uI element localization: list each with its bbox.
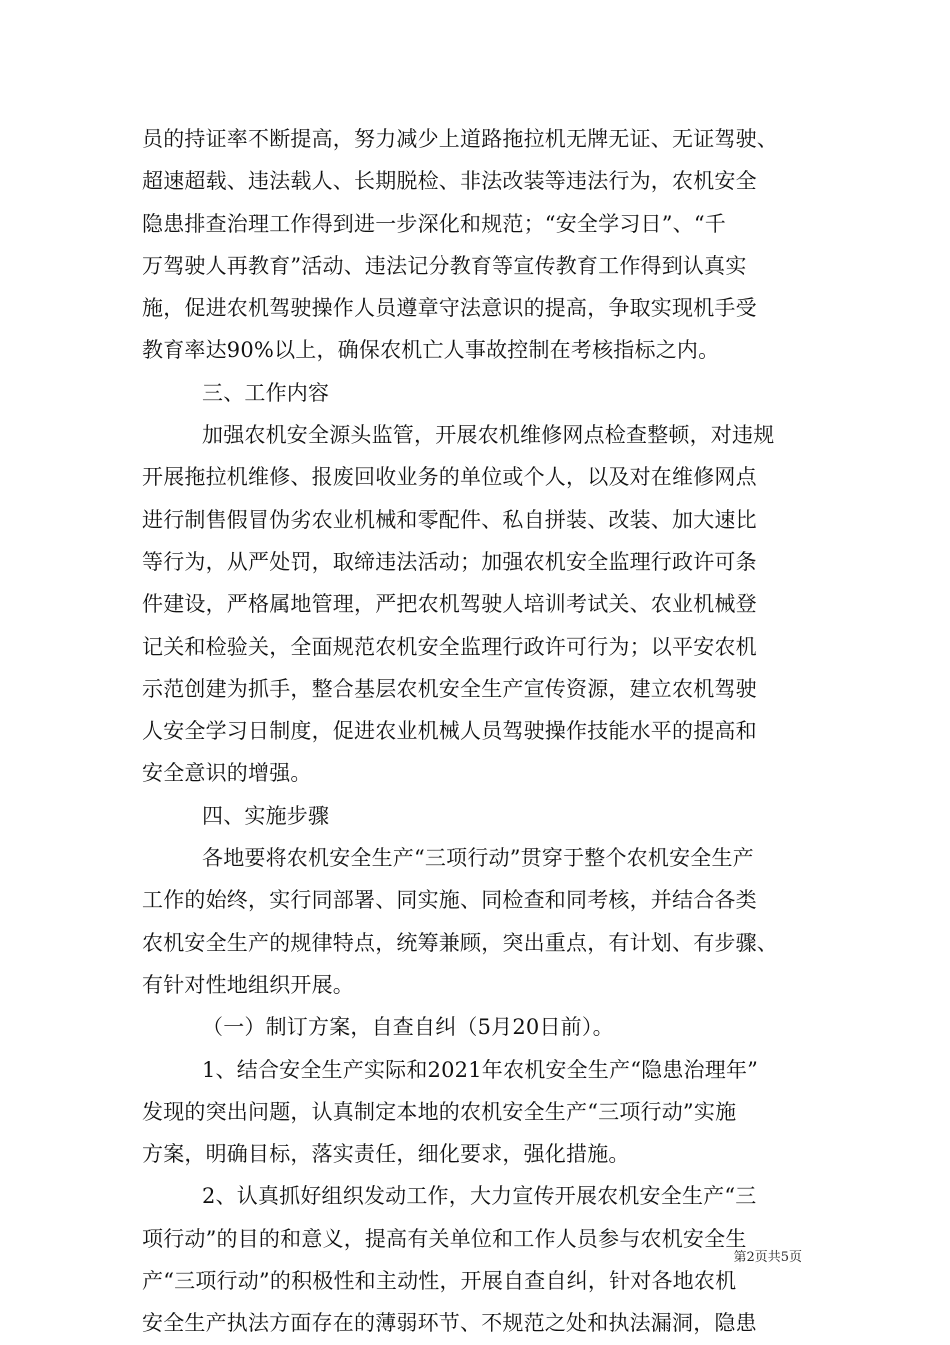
paragraph-line: 超速超载、违法载人、长期脱检、非法改装等违法行为，农机安全: [142, 169, 757, 194]
paragraph-line: 人安全学习日制度，促进农业机械人员驾驶操作技能水平的提高和: [142, 719, 757, 744]
document-body: [142, 118, 832, 1345]
paragraph-line: 员的持证率不断提高，努力减少上道路拖拉机无牌无证、无证驾驶、: [142, 127, 778, 151]
paragraph-first-line: 四、实施步骤: [202, 803, 330, 828]
paragraph-line: 等行为，从严处罚，取缔违法活动；加强农机安全监理行政许可条: [142, 549, 757, 574]
paragraph-line: 隐患排查治理工作得到进一步深化和规范；“安全学习日”、“千: [142, 211, 727, 236]
paragraph-first-line: 2、认真抓好组织发动工作，大力宣传开展农机安全生产“三: [202, 1184, 757, 1209]
paragraph-line: 发现的突出问题，认真制定本地的农机安全生产“三项行动”实施: [142, 1099, 737, 1124]
paragraph-line: 项行动”的目的和意义，提高有关单位和工作人员参与农机安全生: [142, 1226, 747, 1251]
paragraph-line: 记关和检验关，全面规范农机安全监理行政许可行为；以平安农机: [142, 634, 757, 659]
paragraph-line: 农机安全生产的规律特点，统筹兼顾，突出重点，有计划、有步骤、: [142, 930, 778, 955]
paragraph-line: 件建设，严格属地管理，严把农机驾驶人培训考试关、农业机械登: [142, 592, 757, 617]
paragraph-line: 安全意识的增强。: [142, 761, 312, 786]
paragraph-line: 教育率达90%以上，确保农机亡人事故控制在考核指标之内。: [142, 338, 720, 363]
paragraph-first-line: （一）制订方案，自查自纠（5月20日前）。: [202, 1015, 614, 1040]
paragraph-line: 开展拖拉机维修、报废回收业务的单位或个人，以及对在维修网点: [142, 465, 757, 490]
paragraph-line: 有针对性地组织开展。: [142, 972, 354, 997]
page-number-footer: 第2页共5页: [733, 1250, 802, 1265]
paragraph-line: 方案，明确目标，落实责任，细化要求，强化措施。: [142, 1142, 630, 1167]
paragraph-line: 施，促进农机驾驶操作人员遵章守法意识的提高，争取实现机手受: [142, 296, 757, 321]
paragraph-first-line: 三、工作内容: [202, 380, 330, 405]
paragraph-line: 工作的始终，实行同部署、同实施、同检查和同考核，并结合各类: [142, 888, 757, 913]
paragraph-line: 产“三项行动”的积极性和主动性，开展自查自纠，针对各地农机: [142, 1269, 737, 1294]
paragraph-first-line: 加强农机安全源头监管，开展农机维修网点检查整顿，对违规: [202, 423, 775, 448]
paragraph-line: 万驾驶人再教育”活动、违法记分教育等宣传教育工作得到认真实: [142, 253, 747, 278]
paragraph-first-line: 各地要将农机安全生产“三项行动”贯穿于整个农机安全生产: [202, 846, 754, 871]
paragraph-line: 进行制售假冒伪劣农业机械和零配件、私自拼装、改装、加大速比: [142, 507, 757, 532]
paragraph-line: 安全生产执法方面存在的薄弱环节、不规范之处和执法漏洞，隐患: [142, 1311, 757, 1336]
paragraph-first-line: 1、结合安全生产实际和2021年农机安全生产“隐患治理年”: [202, 1057, 759, 1082]
paragraph-line: 示范创建为抓手，整合基层农机安全生产宣传资源，建立农机驾驶: [142, 676, 757, 701]
